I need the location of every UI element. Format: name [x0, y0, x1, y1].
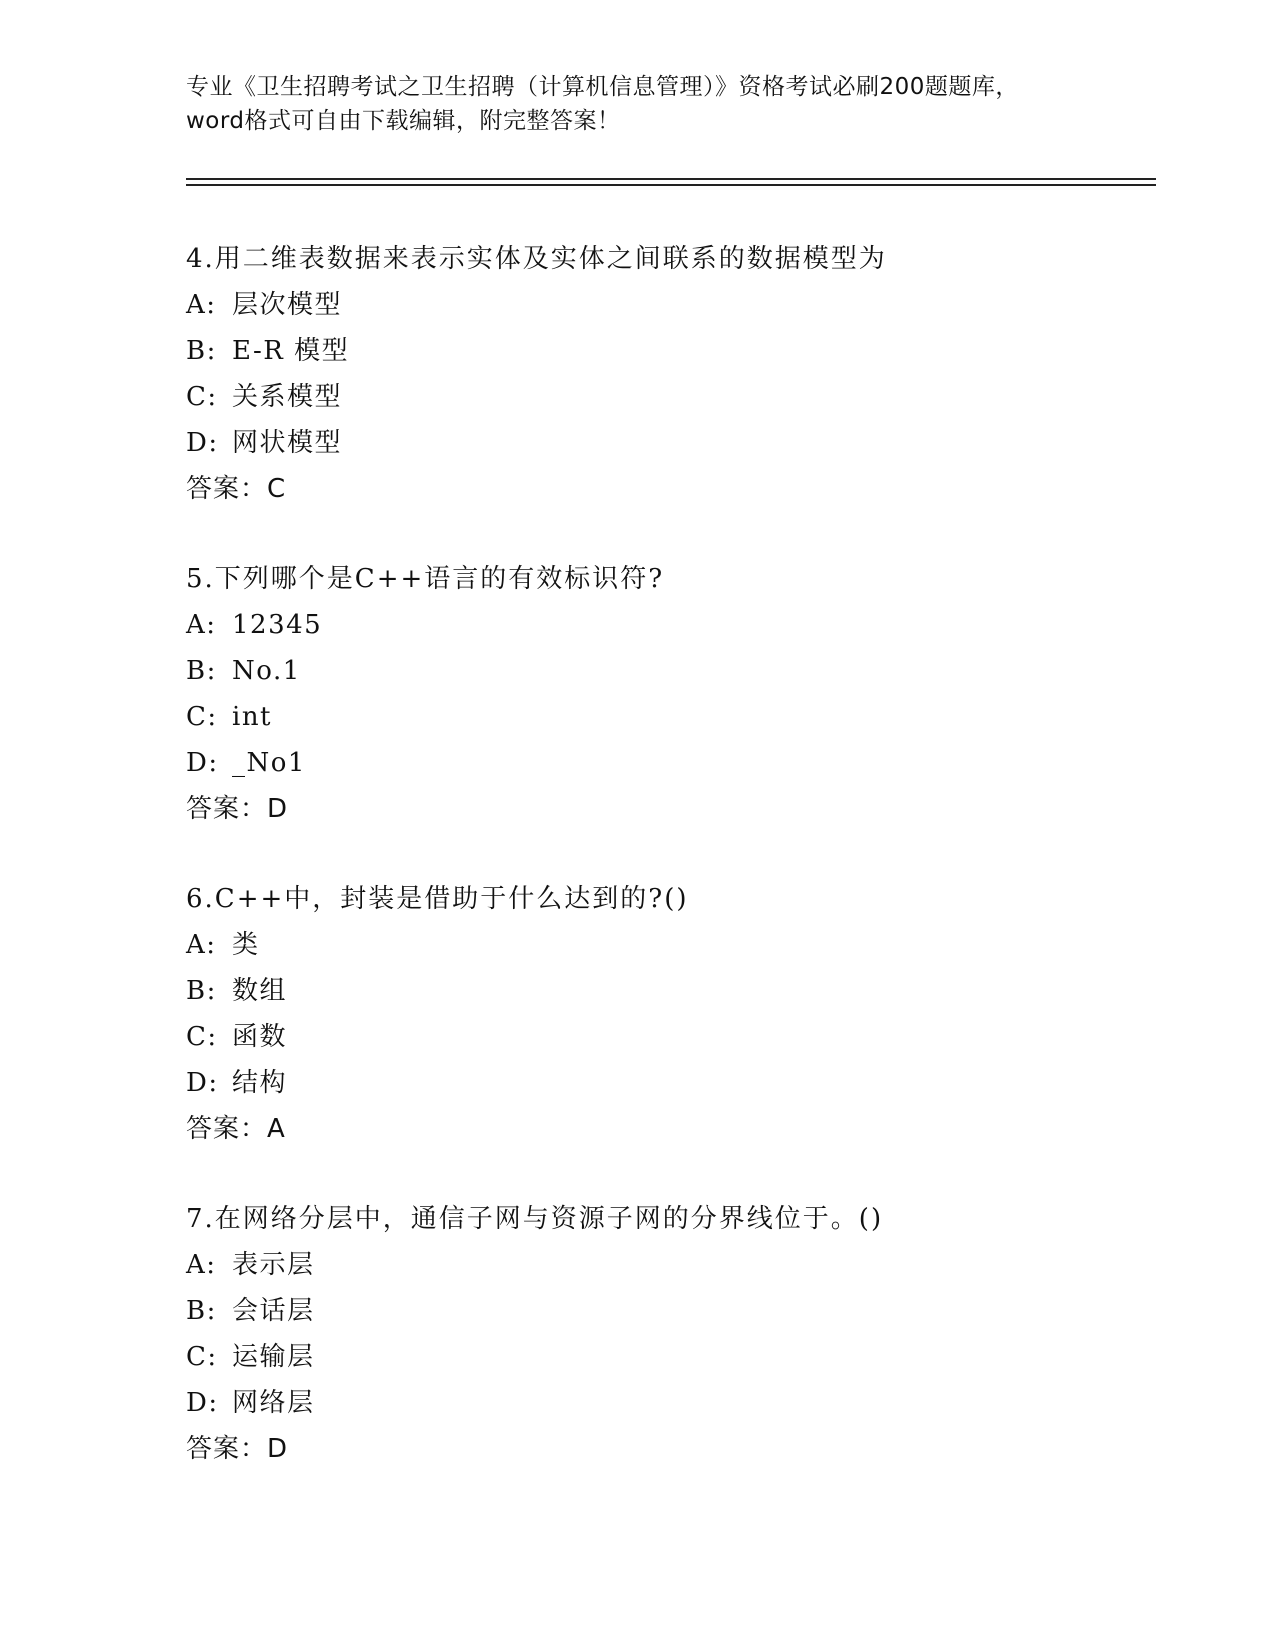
option-text: 网络层 [232, 1388, 315, 1418]
document-header [186, 70, 1086, 138]
option-b [186, 1288, 1186, 1334]
option-text: int [232, 702, 273, 732]
option-text: 关系模型 [232, 382, 343, 412]
option-a [186, 602, 1186, 648]
option-c [186, 374, 1186, 420]
option-d [186, 420, 1186, 466]
option-text: 层次模型 [232, 290, 343, 320]
option-letter: D: [186, 748, 219, 778]
option-text: 12345 [232, 610, 323, 640]
option-c [186, 1014, 1186, 1060]
option-letter: A: [186, 1250, 217, 1280]
question-stem: 7.在网络分层中，通信子网与资源子网的分界线位于。() [186, 1204, 884, 1234]
option-b [186, 968, 1186, 1014]
option-d [186, 1060, 1186, 1106]
answer-line: 答案：C [186, 474, 287, 504]
option-c [186, 694, 1186, 740]
answer-line: 答案：D [186, 794, 289, 824]
question-stem: 5.下列哪个是C++语言的有效标识符? [186, 564, 665, 594]
option-c [186, 1334, 1186, 1380]
question-block [186, 876, 1186, 1152]
option-b [186, 328, 1186, 374]
option-letter: A: [186, 290, 217, 320]
option-letter: D: [186, 1068, 219, 1098]
option-letter: C: [186, 702, 218, 732]
header-divider-bottom [186, 184, 1156, 186]
option-letter: C: [186, 1022, 218, 1052]
option-d [186, 740, 1186, 786]
option-text: No.1 [232, 656, 301, 686]
option-letter: A: [186, 610, 217, 640]
header-line-2: word格式可自由下载编辑，附完整答案！ [186, 108, 621, 134]
option-letter: B: [186, 336, 217, 366]
option-letter: C: [186, 1342, 218, 1372]
header-divider-top [186, 178, 1156, 180]
option-letter: D: [186, 1388, 219, 1418]
option-a [186, 922, 1186, 968]
option-a [186, 1242, 1186, 1288]
option-text: 运输层 [232, 1342, 315, 1372]
header-line-1: 专业《卫生招聘考试之卫生招聘（计算机信息管理）》资格考试必刷200题题库， [186, 74, 1019, 100]
answer-line: 答案：A [186, 1114, 286, 1144]
option-letter: D: [186, 428, 219, 458]
option-letter: B: [186, 976, 217, 1006]
question-block [186, 236, 1186, 512]
question-stem: 4.用二维表数据来表示实体及实体之间联系的数据模型为 [186, 244, 887, 274]
option-text: _No1 [232, 748, 306, 778]
option-b [186, 648, 1186, 694]
option-text: 表示层 [232, 1250, 315, 1280]
option-letter: A: [186, 930, 217, 960]
option-letter: B: [186, 1296, 217, 1326]
option-d [186, 1380, 1186, 1426]
question-block [186, 1196, 1186, 1472]
answer-line: 答案：D [186, 1434, 289, 1464]
option-text: 会话层 [232, 1296, 315, 1326]
option-text: 类 [232, 930, 260, 960]
question-stem: 6.C++中，封装是借助于什么达到的?() [186, 884, 689, 914]
option-text: 函数 [232, 1022, 288, 1052]
option-text: 网状模型 [232, 428, 343, 458]
option-a [186, 282, 1186, 328]
option-text: 数组 [232, 976, 288, 1006]
option-text: E-R 模型 [232, 336, 350, 366]
option-letter: C: [186, 382, 218, 412]
option-letter: B: [186, 656, 217, 686]
option-text: 结构 [232, 1068, 288, 1098]
question-block [186, 556, 1186, 832]
